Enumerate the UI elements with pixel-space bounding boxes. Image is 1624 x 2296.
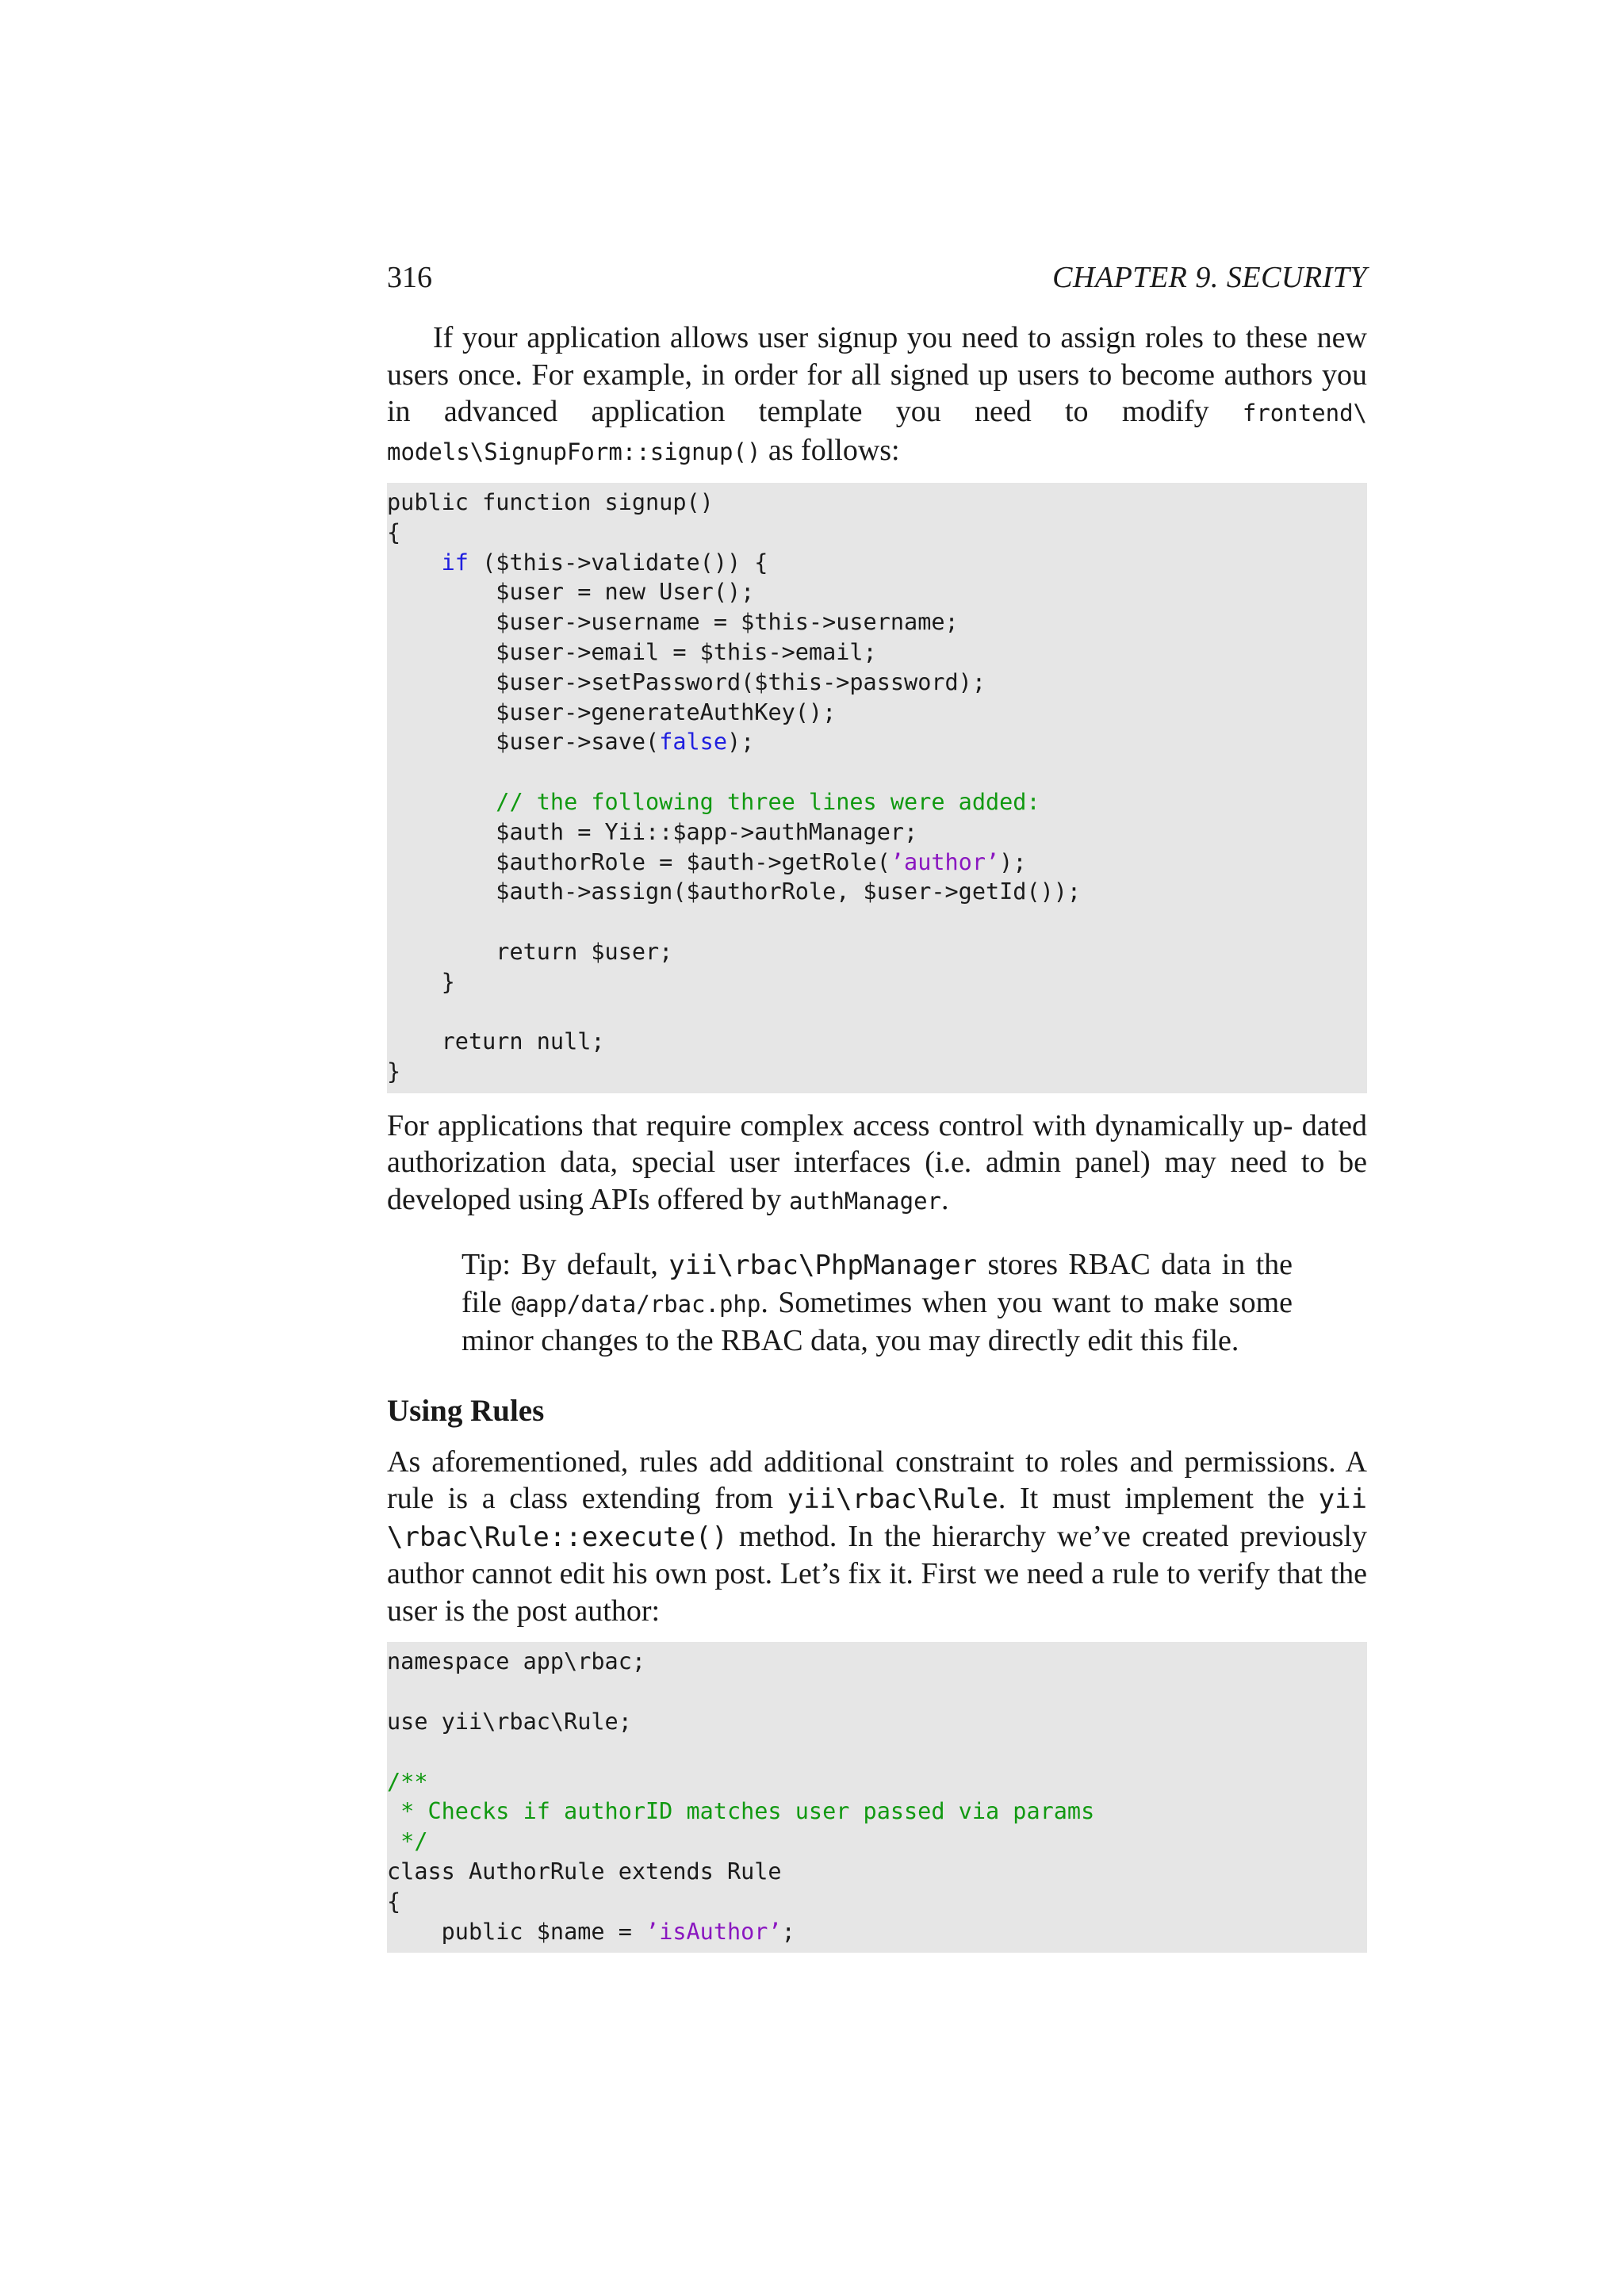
code-line (387, 727, 1367, 757)
code-string: ’author’ (890, 848, 1000, 875)
code-line: use yii\rbac\Rule; (387, 1709, 632, 1735)
code-text: ; (781, 1918, 795, 1945)
section-heading: Using Rules (387, 1393, 545, 1428)
code-keyword: false (659, 729, 727, 756)
tip-text: Tip: By default, (462, 1248, 669, 1282)
access-control-text: For applications that require complex access control with dynamically up- dated authorization data, special user interfaces (i.e. admin panel) may need to be developed using APIs offered by (387, 1108, 1367, 1216)
code-line (387, 817, 1367, 848)
code-text: ); (999, 848, 1027, 875)
code-line (387, 607, 1367, 637)
tip-text: . Sometimes when you want to make some minor changes to the RBAC data, you may directly edit this file. (462, 1285, 1293, 1358)
access-control-paragraph (387, 1108, 1367, 1220)
code-line: { (387, 1888, 401, 1915)
code-line-blank (387, 757, 1367, 787)
running-head (387, 254, 1367, 301)
code-line-blank (387, 907, 1367, 937)
code-line (387, 548, 1367, 578)
rules-text: method. In the hierarchy we’ve created previously author cannot edit his own post. Let’s fix it. First we need a rule to verify that the user is the post author: (387, 1519, 1367, 1628)
code-text: ($this->validate()) { (468, 549, 768, 576)
code-line (387, 698, 1367, 728)
code-line: class AuthorRule extends Rule (387, 1858, 782, 1885)
signup-method-code: frontend\ models\SignupForm::signup() (387, 400, 1367, 465)
rule-execute-code: yii \rbac\Rule::execute() (387, 1483, 1368, 1553)
code-line-blank (387, 1737, 1367, 1767)
code-text: $user->setPassword($this->password); (496, 668, 986, 695)
rules-text: As aforementioned, rules add additional constraint to roles and permissions. A rule is a class extending from (387, 1445, 1367, 1516)
code-text: ); (726, 729, 755, 756)
code-comment: /** (387, 1768, 428, 1795)
code-text: $user->save( (496, 729, 660, 756)
code-line: public function signup() (387, 489, 714, 515)
code-text: return null; (441, 1028, 605, 1055)
code-line (387, 787, 1367, 817)
author-rule-code-block (387, 1642, 1367, 1953)
intro-paragraph (387, 320, 1367, 470)
code-line (387, 1917, 1367, 1947)
code-line-blank (387, 1677, 1367, 1707)
access-control-text-end: . (941, 1182, 949, 1216)
rules-text: . It must implement the (998, 1482, 1319, 1516)
intro-text-end: as follows: (760, 433, 900, 467)
code-text: } (441, 968, 455, 995)
code-line (387, 668, 1367, 698)
code-text: $user->generateAuthKey(); (496, 698, 837, 725)
chapter-title: CHAPTER 9. SECURITY (1052, 261, 1367, 294)
intro-text: If your application allows user signup you need to assign roles to these new users once. For example, in order for all signed up users to become authors you in advanced application template you need to modify (387, 321, 1367, 428)
code-comment: * Checks if authorID matches user passed via params (387, 1798, 1095, 1825)
code-text: $user->username = $this->username; (496, 609, 959, 636)
code-line (387, 577, 1367, 607)
code-line: { (387, 519, 401, 545)
code-text: $authorRole = $auth->getRole( (496, 848, 891, 875)
rules-paragraph (387, 1444, 1367, 1630)
code-comment: // the following three lines were added: (496, 788, 1040, 815)
code-comment: */ (387, 1828, 428, 1855)
code-keyword: if (441, 549, 469, 576)
authmanager-code: authManager (788, 1187, 941, 1215)
code-text: $user->email = $this->email; (496, 638, 877, 665)
code-text: public $name = (441, 1918, 646, 1945)
phpmanager-code: yii\rbac\PhpManager (668, 1249, 978, 1282)
code-line-blank (387, 997, 1367, 1027)
tip-text: stores RBAC data in the file (462, 1248, 1293, 1319)
code-text: return $user; (496, 938, 673, 965)
page (387, 254, 1367, 1953)
code-line: } (387, 1058, 401, 1085)
rule-class-code: yii\rbac\Rule (787, 1483, 998, 1516)
code-text: $auth->assign($authorRole, $user->getId()); (496, 878, 1082, 905)
code-line (387, 937, 1367, 967)
code-line: namespace app\rbac; (387, 1648, 646, 1675)
code-text: $user = new User(); (496, 579, 755, 606)
code-line (387, 967, 1367, 997)
code-line (387, 848, 1367, 878)
code-string: ’isAuthor’ (645, 1918, 782, 1945)
tip-box (462, 1246, 1293, 1360)
code-text: $auth = Yii::$app->authManager; (496, 818, 918, 845)
code-line (387, 877, 1367, 907)
code-line (387, 1027, 1367, 1057)
code-line (387, 637, 1367, 668)
rbac-file-path: @app/data/rbac.php (511, 1290, 761, 1318)
page-number: 316 (387, 261, 432, 294)
signup-code-block (387, 483, 1367, 1093)
